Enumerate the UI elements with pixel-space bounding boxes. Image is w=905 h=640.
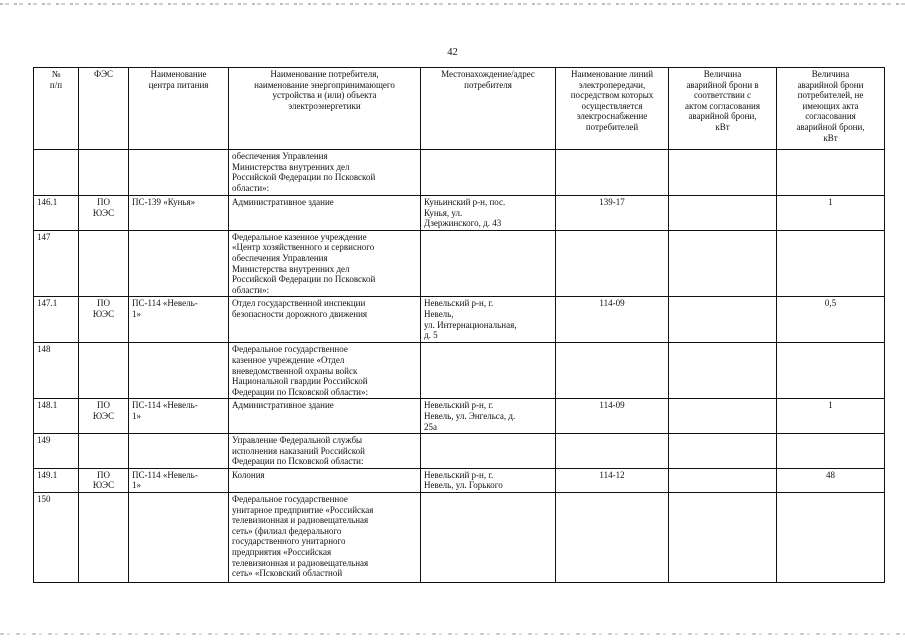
header-text: Величина аварийной брони потребителей, не имеющих акта согласования аварийной брони, кВт bbox=[796, 69, 865, 143]
cell-address: Куньинский р-н, пос. Кунья, ул. Дзержинского, д. 43 bbox=[421, 196, 556, 231]
cell-fes bbox=[79, 150, 129, 196]
cell-bron-act bbox=[669, 230, 777, 297]
cell-center: ПС-114 «Невель- 1» bbox=[129, 399, 229, 434]
table-row bbox=[34, 297, 885, 343]
cell-line bbox=[556, 493, 669, 583]
cell-consumer: обеспечения Управления Министерства внутренних дел Российской Федерации по Псковской области»: bbox=[229, 150, 421, 196]
cell-consumer: Федеральное государственное казенное учреждение «Отдел вневедомственной охраны войск Национальной гвардии Российской Федерации по Псковской области»: bbox=[229, 343, 421, 399]
header-text: Наименование линий электропередачи, посредством которых осуществляется электроснабжение потребителей bbox=[570, 69, 654, 132]
cell-bron-noact: 1 bbox=[777, 196, 885, 231]
cell-center bbox=[129, 343, 229, 399]
cell-address bbox=[421, 493, 556, 583]
cell-bron-act bbox=[669, 434, 777, 469]
cell-consumer: Административное здание bbox=[229, 196, 421, 231]
header-text: Местонахождение/адрес потребителя bbox=[441, 69, 535, 90]
cell-bron-noact: 1 bbox=[777, 399, 885, 434]
cell-bron-noact: 48 bbox=[777, 468, 885, 492]
cell-num: 150 bbox=[34, 493, 79, 583]
header-text: Наименование центра питания bbox=[148, 69, 209, 90]
cell-num: 147.1 bbox=[34, 297, 79, 343]
cell-fes bbox=[79, 230, 129, 297]
table-body bbox=[34, 150, 885, 583]
cell-bron-act bbox=[669, 150, 777, 196]
cell-line bbox=[556, 230, 669, 297]
cell-consumer: Управление Федеральной службы исполнения наказаний Российской Федерации по Псковской области: bbox=[229, 434, 421, 469]
cell-address bbox=[421, 150, 556, 196]
header-cell bbox=[421, 68, 556, 150]
cell-fes: ПО ЮЭС bbox=[79, 297, 129, 343]
cell-address: Невельский р-н, г. Невель, ул. Горького bbox=[421, 468, 556, 492]
header-cell bbox=[79, 68, 129, 150]
cell-num: 148 bbox=[34, 343, 79, 399]
cell-line: 114-12 bbox=[556, 468, 669, 492]
header-text: ФЭС bbox=[93, 69, 114, 79]
header-cell bbox=[129, 68, 229, 150]
cell-bron-act bbox=[669, 196, 777, 231]
table-row bbox=[34, 150, 885, 196]
cell-bron-act bbox=[669, 468, 777, 492]
table-row bbox=[34, 399, 885, 434]
table-row bbox=[34, 468, 885, 492]
table-header-row bbox=[34, 68, 885, 150]
header-cell bbox=[34, 68, 79, 150]
cell-num bbox=[34, 150, 79, 196]
cell-bron-act bbox=[669, 343, 777, 399]
header-text: Наименование потребителя, наименование энергопринимающего устройства и (или) объекта электроэнергетики bbox=[254, 69, 395, 111]
page-number: 42 bbox=[447, 47, 458, 58]
cell-center bbox=[129, 150, 229, 196]
cell-consumer: Колония bbox=[229, 468, 421, 492]
header-cell bbox=[556, 68, 669, 150]
cell-address bbox=[421, 434, 556, 469]
cell-fes bbox=[79, 434, 129, 469]
cell-address bbox=[421, 230, 556, 297]
cell-center bbox=[129, 493, 229, 583]
cell-num: 148.1 bbox=[34, 399, 79, 434]
scan-edge-bottom bbox=[0, 633, 905, 635]
cell-bron-noact bbox=[777, 493, 885, 583]
cell-bron-noact bbox=[777, 150, 885, 196]
scan-edge-top bbox=[0, 3, 905, 5]
cell-line: 139-17 bbox=[556, 196, 669, 231]
table-row bbox=[34, 343, 885, 399]
cell-bron-noact bbox=[777, 230, 885, 297]
cell-center bbox=[129, 230, 229, 297]
cell-line bbox=[556, 343, 669, 399]
emergency-reserve-table bbox=[33, 67, 885, 583]
cell-fes: ПО ЮЭС bbox=[79, 399, 129, 434]
cell-line: 114-09 bbox=[556, 297, 669, 343]
cell-line bbox=[556, 434, 669, 469]
cell-bron-act bbox=[669, 297, 777, 343]
header-text: Величина аварийной брони в соответствии с актом согласования аварийной брони, кВт bbox=[685, 69, 760, 132]
cell-bron-act bbox=[669, 493, 777, 583]
table-row bbox=[34, 493, 885, 583]
header-cell bbox=[229, 68, 421, 150]
table-row bbox=[34, 230, 885, 297]
cell-bron-noact: 0,5 bbox=[777, 297, 885, 343]
cell-line: 114-09 bbox=[556, 399, 669, 434]
cell-num: 147 bbox=[34, 230, 79, 297]
cell-bron-noact bbox=[777, 434, 885, 469]
cell-center bbox=[129, 434, 229, 469]
header-cell bbox=[777, 68, 885, 150]
cell-consumer: Административное здание bbox=[229, 399, 421, 434]
cell-consumer: Отдел государственной инспекции безопасности дорожного движения bbox=[229, 297, 421, 343]
cell-num: 149 bbox=[34, 434, 79, 469]
table-row bbox=[34, 196, 885, 231]
cell-fes bbox=[79, 493, 129, 583]
header-text: № п/п bbox=[49, 69, 63, 90]
cell-consumer: Федеральное государственное унитарное предприятие «Российская телевизионная и радиовещательная сеть» (филиал федерального государственного унитарного предприятия «Российская телевизионная и радиовещательная сеть» «Псковский областной bbox=[229, 493, 421, 583]
cell-address bbox=[421, 343, 556, 399]
cell-center: ПС-114 «Невель- 1» bbox=[129, 297, 229, 343]
cell-num: 146.1 bbox=[34, 196, 79, 231]
cell-center: ПС-114 «Невель- 1» bbox=[129, 468, 229, 492]
cell-fes: ПО ЮЭС bbox=[79, 468, 129, 492]
cell-fes bbox=[79, 343, 129, 399]
cell-address: Невельский р-н, г. Невель, ул. Интернациональная, д. 5 bbox=[421, 297, 556, 343]
cell-center: ПС-139 «Кунья» bbox=[129, 196, 229, 231]
cell-address: Невельский р-н, г. Невель, ул. Энгельса, д. 25а bbox=[421, 399, 556, 434]
cell-line bbox=[556, 150, 669, 196]
cell-fes: ПО ЮЭС bbox=[79, 196, 129, 231]
cell-bron-act bbox=[669, 399, 777, 434]
cell-num: 149.1 bbox=[34, 468, 79, 492]
header-cell bbox=[669, 68, 777, 150]
cell-consumer: Федеральное казенное учреждение «Центр хозяйственного и сервисного обеспечения Управления Министерства внутренних дел Российской Федерации по Псковской области»: bbox=[229, 230, 421, 297]
cell-bron-noact bbox=[777, 343, 885, 399]
table-row bbox=[34, 434, 885, 469]
